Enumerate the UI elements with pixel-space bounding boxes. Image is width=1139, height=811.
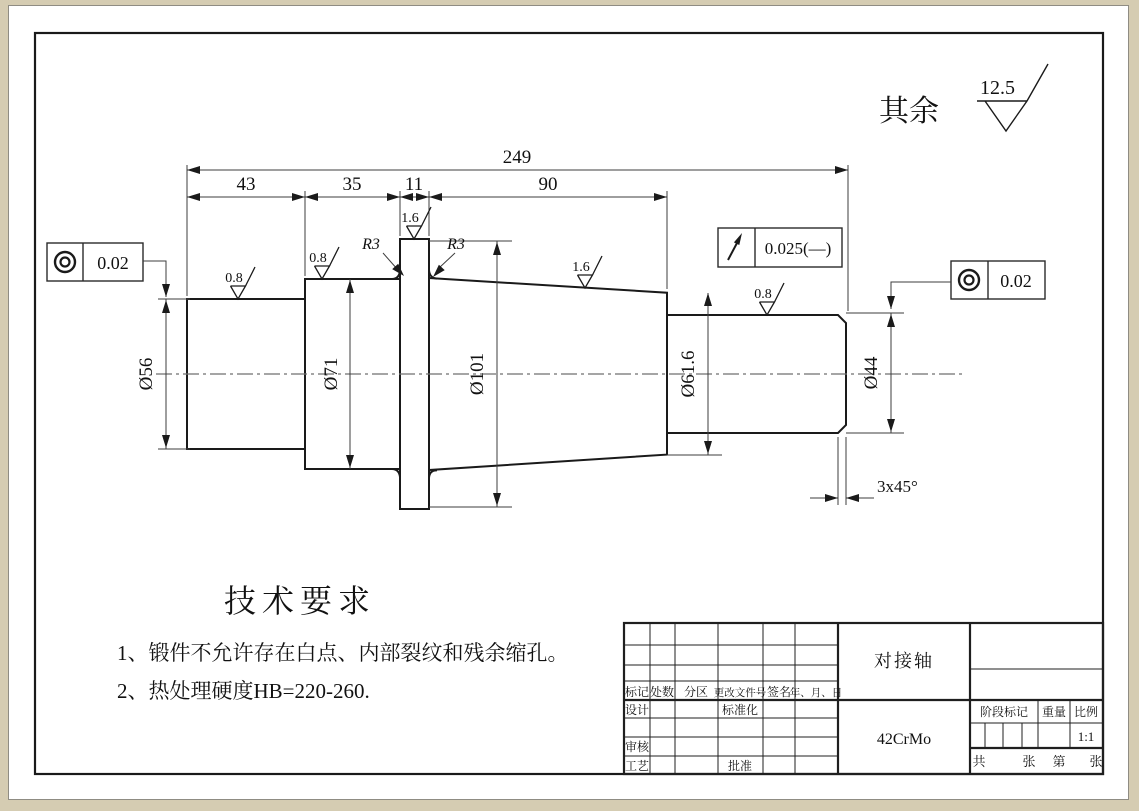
- role-process: 工艺: [624, 759, 650, 773]
- role-design: 设计: [624, 703, 650, 717]
- material: 42CrMo: [876, 731, 932, 748]
- roughness-value: 0.8: [309, 251, 327, 266]
- roughness-value: 0.8: [225, 271, 243, 286]
- dim-overall-length: 249: [502, 147, 532, 168]
- roughness-value: 1.6: [572, 260, 590, 275]
- gdt-runout: [718, 228, 842, 267]
- dim-dia-71: Ø71: [321, 357, 342, 391]
- rev-header: 标记: [624, 685, 650, 699]
- roughness-value: 0.8: [754, 287, 772, 302]
- general-roughness-value: 12.5: [980, 77, 1015, 99]
- scale-value: 1:1: [1077, 729, 1095, 744]
- role-approve: 批准: [727, 759, 753, 773]
- dim-dia-44: Ø44: [861, 356, 882, 390]
- gdt-concentricity-left: [47, 243, 170, 297]
- dim-chamfer: 3x45°: [877, 477, 918, 496]
- gdt-value: 0.025(—): [764, 239, 832, 258]
- dim-dia-61-6: Ø61.6: [678, 350, 699, 398]
- tech-requirement-item: 1、锻件不允许存在白点、内部裂纹和残余缩孔。: [117, 641, 569, 665]
- role-audit: 审核: [624, 740, 650, 754]
- rev-header: 签名: [766, 685, 792, 699]
- dim-seg-35: 35: [342, 174, 362, 195]
- gdt-concentricity-right: [887, 261, 1045, 309]
- rev-header: 处数: [649, 685, 675, 699]
- tech-requirement-item: 2、热处理硬度HB=220-260.: [117, 679, 370, 703]
- tech-requirements-title: 技术要求: [223, 583, 377, 619]
- general-roughness-note: [879, 64, 1048, 131]
- general-note-label: 其余: [879, 95, 939, 128]
- dim-dia-56: Ø56: [136, 357, 157, 391]
- gdt-value: 0.02: [1000, 271, 1032, 291]
- sheet-page-label: 第: [1052, 754, 1066, 769]
- sheet-count-label: 张: [1089, 754, 1103, 769]
- rev-header: 更改文件号: [713, 688, 767, 699]
- sheet-total-label: 共: [972, 754, 986, 769]
- roughness-value: 1.6: [401, 211, 419, 226]
- role-standardize: 标准化: [721, 703, 759, 717]
- rev-header: 年、月、日: [789, 688, 843, 699]
- sheet-count-label: 张: [1022, 754, 1036, 769]
- scale-label: 比例: [1073, 705, 1099, 719]
- dim-seg-90: 90: [538, 174, 558, 195]
- fillet-r3-right: R3: [447, 236, 465, 253]
- fillet-r3-left: R3: [362, 236, 380, 253]
- weight-label: 重量: [1041, 705, 1067, 719]
- part-name: 对接轴: [874, 651, 934, 671]
- stage-label: 阶段标记: [979, 705, 1029, 719]
- dim-seg-43: 43: [236, 174, 256, 195]
- dim-dia-101: Ø101: [467, 352, 488, 396]
- technical-requirements: [117, 583, 569, 703]
- dim-seg-11: 11: [404, 174, 424, 195]
- rev-header: 分区: [683, 685, 709, 699]
- gdt-value: 0.02: [97, 253, 129, 273]
